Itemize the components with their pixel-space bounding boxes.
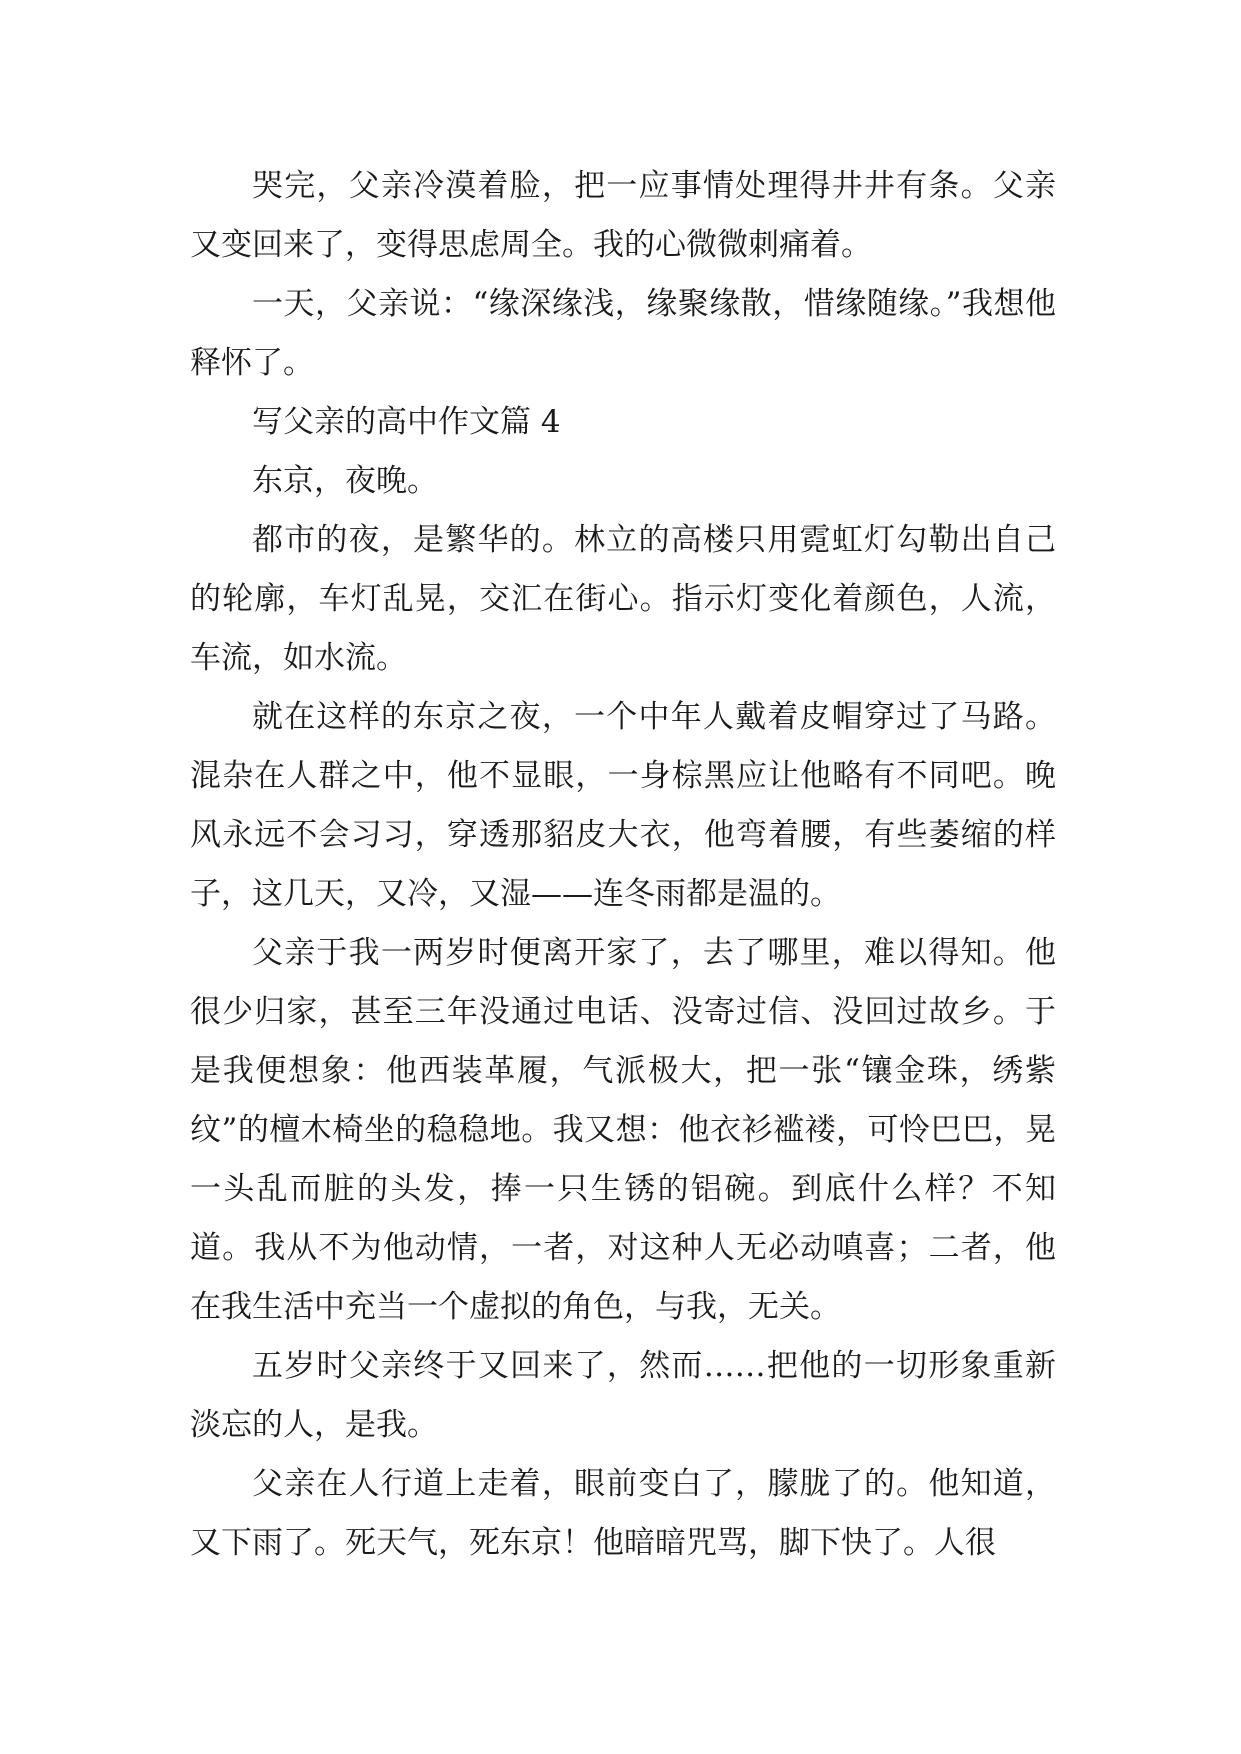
paragraph-8: 父亲在人行道上走着，眼前变白了，朦胧了的。他知道，又下雨了。死天气，死东京！他暗暗咒骂，脚下快了。人很 bbox=[190, 1466, 1056, 1561]
paragraph-4: 都市的夜，是繁华的。林立的高楼只用霓虹灯勾勒出自己的轮廓，车灯乱晃，交汇在街心。指示灯变化着颜色，人流，车流，如水流。 bbox=[190, 522, 1056, 676]
paragraph-6: 父亲于我一两岁时便离开家了，去了哪里，难以得知。他很少归家，甚至三年没通过电话、没寄过信、没回过故乡。于是我便想象：他西装革履，气派极大，把一张“镶金珠，绣紫纹”的檀木椅坐的稳稳地。我又想：他衣衫褴褛，可怜巴巴，晃一头乱而脏的头发，捧一只生锈的铝碗。到底什么样？不知道。我从不为他动情，一者，对这种人无必动嗔喜；二者，他在我生活中充当一个虚拟的角色，与我，无关。 bbox=[190, 935, 1056, 1325]
document-body bbox=[190, 157, 1056, 1573]
paragraph-2: 一天，父亲说：“缘深缘浅，缘聚缘散，惜缘随缘。”我想他释怀了。 bbox=[190, 286, 1056, 381]
paragraph-7: 五岁时父亲终于又回来了，然而……把他的一切形象重新淡忘的人，是我。 bbox=[190, 1348, 1056, 1443]
paragraph-1: 哭完，父亲冷漠着脸，把一应事情处理得井井有条。父亲又变回来了，变得思虑周全。我的心微微刺痛着。 bbox=[190, 168, 1056, 263]
paragraph-5: 就在这样的东京之夜，一个中年人戴着皮帽穿过了马路。混杂在人群之中，他不显眼，一身棕黑应让他略有不同吧。晚风永远不会习习，穿透那貂皮大衣，他弯着腰，有些萎缩的样子，这几天，又冷，又湿——连冬雨都是温的。 bbox=[190, 699, 1056, 912]
paragraph-3: 东京，夜晚。 bbox=[252, 463, 438, 499]
section-heading: 写父亲的高中作文篇 4 bbox=[252, 404, 561, 440]
